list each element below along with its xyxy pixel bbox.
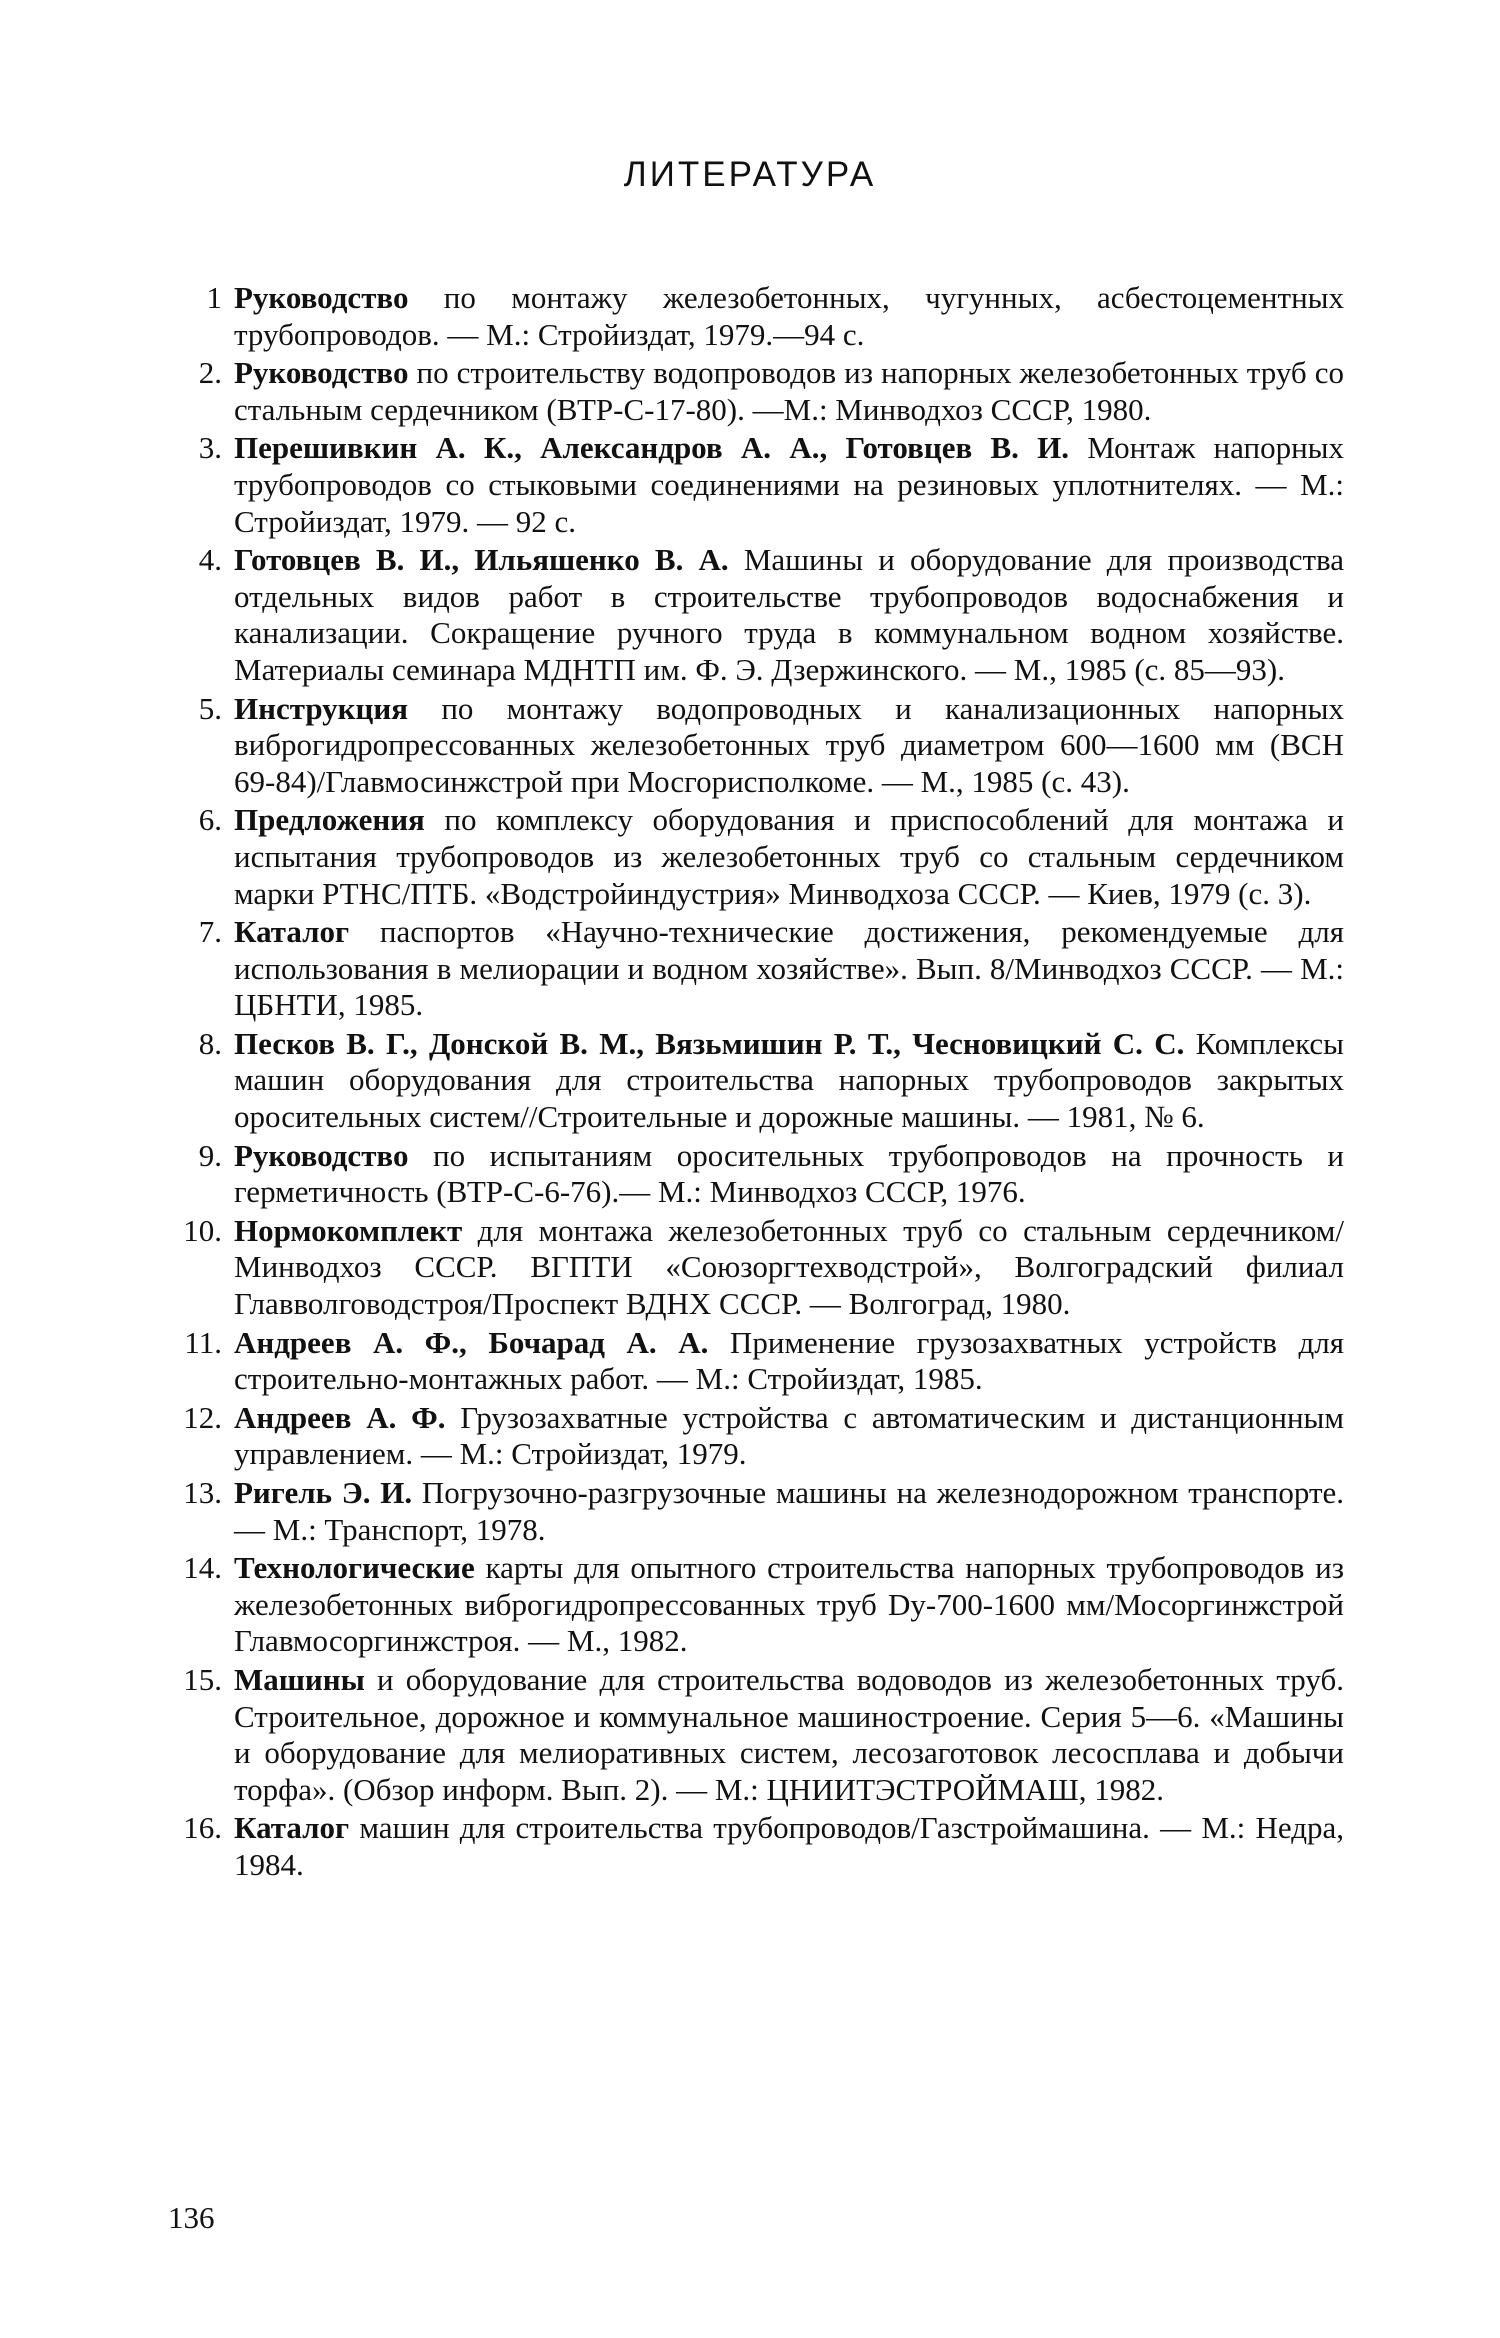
reference-text: Комплексы машин оборудования для строительства напорных трубопроводов закрытых оросительных систем//Строительные и дорожные машины. — 1981, № 6. bbox=[234, 1025, 1344, 1135]
reference-text: по испытаниям оросительных трубопроводов на прочность и герметичность (ВТР-С-6-76).— М.: Минводхоз СССР, 1976. bbox=[234, 1137, 1344, 1210]
reference-number: 4. bbox=[198, 542, 222, 578]
reference-text: Погрузочно-разгрузочные машины на железнодорожном транспорте. — М.: Транспорт, 1978. bbox=[234, 1475, 1344, 1547]
reference-number: 6. bbox=[198, 802, 222, 838]
reference-lead: Предложения bbox=[234, 802, 425, 838]
reference-lead: Готовцев В. И., Ильяшенко В. А. bbox=[234, 542, 729, 578]
reference-number: 9. bbox=[198, 1137, 222, 1173]
reference-text: для монтажа железобетонных труб со стальным сердечником/Минводхоз СССР. ВГПТИ «Союзоргтехводстрой», Волгоградский филиал Главволговодстроя/Проспект ВДНХ СССР. — Волгоград, 1980. bbox=[234, 1212, 1344, 1322]
reference-item bbox=[168, 1213, 1344, 1323]
reference-lead: Каталог bbox=[234, 1810, 350, 1846]
reference-item bbox=[168, 1400, 1344, 1473]
reference-lead: Перешивкин А. К., Александров А. А., Готовцев В. И. bbox=[234, 430, 1070, 466]
reference-text: по строительству водопроводов из напорных железобетонных труб со стальным сердечником (ВТР-С-17-80). —М.: Минводхоз СССР, 1980. bbox=[234, 355, 1344, 427]
reference-item bbox=[168, 430, 1344, 540]
reference-item bbox=[168, 355, 1344, 428]
reference-lead: Андреев А. Ф., Бочарад А. А. bbox=[234, 1324, 709, 1360]
reference-lead: Ригель Э. И. bbox=[234, 1475, 413, 1510]
reference-item bbox=[168, 1325, 1344, 1398]
reference-lead: Андреев А. Ф. bbox=[234, 1399, 446, 1435]
reference-number: 10. bbox=[183, 1212, 222, 1248]
reference-item bbox=[168, 280, 1344, 353]
reference-text: паспортов «Научно-технические достижения, рекомендуемые для использования в мелиорации и водном хозяйстве». Вып. 8/Минводхоз СССР. — М.: ЦБНТИ, 1985. bbox=[234, 914, 1344, 1023]
reference-text: и оборудование для строительства водоводов из железобетонных труб. Строительное, дорожное и коммунальное машиностроение. Серия 5—6. «Машины и оборудование для мелиоративных систем, лесозаготовок лесосплава и добычи торфа». (Обзор информ. Вып. 2). — М.: ЦНИИТЭСТРОЙМАШ, 1982. bbox=[234, 1661, 1344, 1807]
reference-item bbox=[168, 542, 1344, 688]
reference-item bbox=[168, 1662, 1344, 1808]
reference-number: 16. bbox=[183, 1810, 222, 1846]
reference-item bbox=[168, 802, 1344, 912]
reference-lead: Песков В. Г., Донской В. М., Вязьмишин Р. Т., Чесновицкий С. С. bbox=[234, 1025, 1185, 1061]
reference-number: 1 bbox=[206, 280, 222, 315]
reference-lead: Руководство bbox=[234, 1137, 409, 1173]
reference-item bbox=[168, 1138, 1344, 1211]
reference-lead: Руководство bbox=[234, 355, 409, 391]
reference-number: 3. bbox=[198, 430, 222, 466]
reference-lead: Руководство bbox=[234, 280, 409, 315]
reference-lead: Технологические bbox=[234, 1550, 475, 1586]
reference-lead: Инструкция bbox=[234, 690, 409, 726]
reference-number: 7. bbox=[198, 914, 222, 950]
reference-number: 8. bbox=[198, 1025, 222, 1061]
reference-text: машин для строительства трубопроводов/Газстроймашина. — М.: Недра, 1984. bbox=[234, 1810, 1344, 1882]
reference-lead: Каталог bbox=[234, 914, 350, 950]
reference-text: Применение грузозахватных устройств для строительно-монтажных работ. — М.: Стройиздат, 1985. bbox=[234, 1324, 1344, 1397]
reference-number: 14. bbox=[183, 1550, 222, 1586]
reference-number: 15. bbox=[183, 1661, 222, 1697]
reference-text: карты для опытного строительства напорных трубопроводов из железобетонных виброгидропрессованных труб Dу-700-1600 мм/Мосоргинжстрой Главмосоргинжстроя. — М., 1982. bbox=[234, 1550, 1344, 1659]
reference-number: 13. bbox=[183, 1475, 222, 1510]
reference-item bbox=[168, 691, 1344, 801]
reference-number: 11. bbox=[184, 1324, 222, 1360]
reference-text: по монтажу водопроводных и канализационных напорных виброгидропрессованных железобетонных труб диаметром 600—1600 мм (ВСН 69-84)/Главмосинжстрой при Мосгорисполкоме. — М., 1985 (с. 43). bbox=[234, 690, 1344, 799]
reference-text: Машины и оборудование для производства отдельных видов работ в строительстве трубопроводов водоснабжения и канализации. Сокращение ручного труда в коммунальном водном хозяйстве. Материалы семинара МДНТП им. Ф. Э. Дзержинского. — М., 1985 (с. 85—93). bbox=[234, 542, 1344, 687]
page-title: ЛИТЕРАТУРА bbox=[623, 155, 877, 195]
reference-item bbox=[168, 1475, 1344, 1548]
reference-text: по комплексу оборудования и приспособлений для монтажа и испытания трубопроводов из железобетонных труб со стальным сердечником марки РТНС/ПТБ. «Водстройиндустрия» Минводхоза СССР. — Киев, 1979 (с. 3). bbox=[234, 802, 1344, 911]
reference-text: Монтаж напорных трубопроводов со стыковыми соединениями на резиновых уплотнителях. — М.: Стройиздат, 1979. — 92 с. bbox=[234, 430, 1344, 539]
reference-lead: Нормокомплект bbox=[234, 1212, 463, 1248]
reference-item bbox=[168, 1550, 1344, 1660]
reference-item bbox=[168, 1810, 1344, 1883]
reference-list bbox=[168, 280, 1344, 1886]
reference-lead: Машины bbox=[234, 1661, 365, 1697]
page-number: 136 bbox=[168, 2200, 215, 2235]
reference-text: Грузозахватные устройства с автоматическим и дистанционным управлением. — М.: Стройиздат, 1979. bbox=[234, 1399, 1344, 1472]
reference-number: 2. bbox=[198, 355, 222, 391]
reference-number: 5. bbox=[198, 690, 222, 726]
reference-text: по монтажу железобетонных, чугунных, асбестоцементных трубопроводов. — М.: Стройиздат, 1979.—94 с. bbox=[234, 280, 1344, 352]
reference-item bbox=[168, 914, 1344, 1024]
reference-item bbox=[168, 1026, 1344, 1136]
reference-number: 12. bbox=[183, 1399, 222, 1435]
